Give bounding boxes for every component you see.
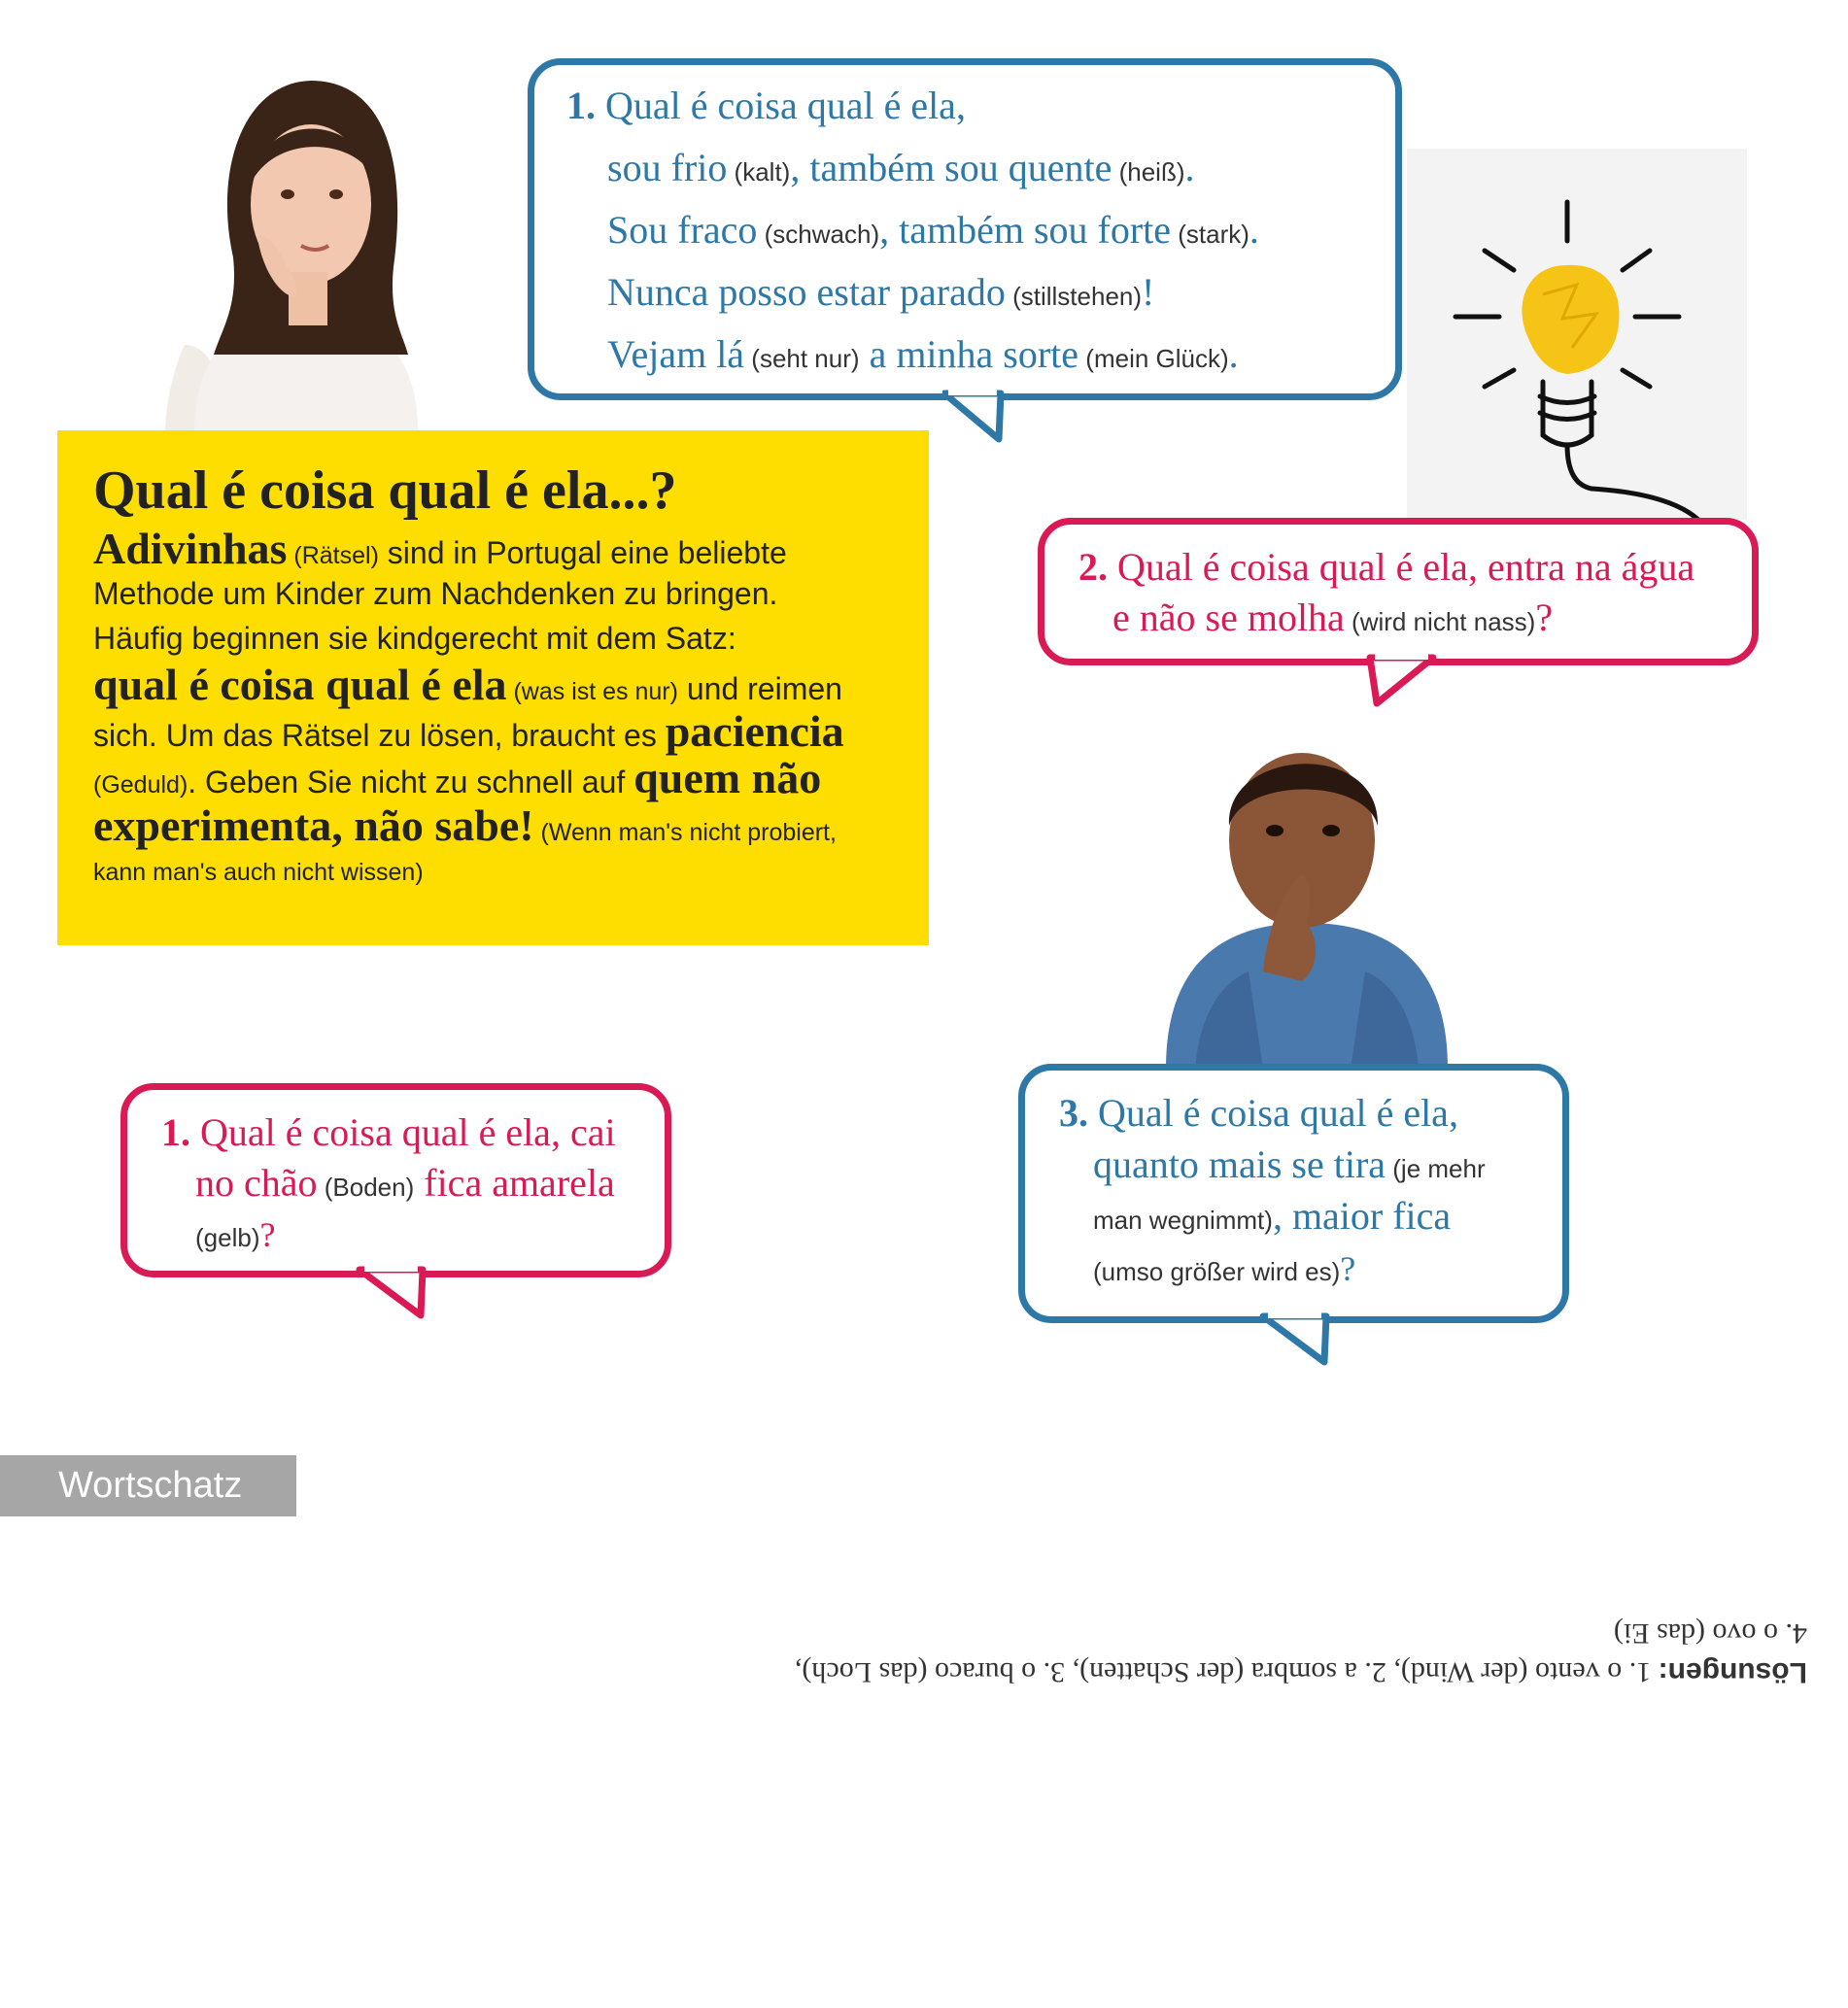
info-line-1: Adivinhas (Rätsel) sind in Portugal eine beliebte	[93, 524, 787, 573]
info-line-3: Häufig beginnen sie kindgerecht mit dem Satz:	[93, 621, 736, 656]
solutions-line-1: Lösungen: 1. o vento (der Wind), 2. a sombra (der Schatten), 3. o buraco (das Loch),	[794, 1656, 1807, 1688]
riddle-top-line-4: Nunca posso estar parado (stillstehen)!	[607, 270, 1155, 314]
riddle-bubble-2	[1038, 518, 1759, 665]
info-title: Qual é coisa qual é ela...?	[93, 460, 677, 521]
lightbulb-image	[1407, 149, 1747, 520]
riddle-top-line-1: 1. Qual é coisa qual é ela,	[566, 84, 966, 127]
info-line-6: (Geduld). Geben Sie nicht zu schnell auf quem não	[93, 753, 822, 802]
riddle-bubble-top	[528, 58, 1402, 400]
riddle-bubble-top-tail	[942, 389, 1010, 447]
girl-photo	[165, 73, 447, 432]
boy-photo	[1156, 729, 1457, 1069]
riddle-top-line-5: Vejam lá (seht nur) a minha sorte (mein Glück).	[607, 332, 1239, 376]
info-line-5: sich. Um das Rätsel zu lösen, braucht es paciencia	[93, 706, 844, 756]
info-line-4: qual é coisa qual é ela (was ist es nur) und reimen	[93, 660, 842, 709]
riddle-3-line-2: quanto mais se tira (je mehr	[1093, 1142, 1486, 1186]
solutions-upside-down	[661, 1617, 1807, 1688]
riddle-bubble-3-tail	[1258, 1311, 1331, 1368]
riddle-1b-line-3: (gelb)?	[195, 1215, 276, 1254]
riddle-bubble-2-tail	[1365, 653, 1438, 709]
riddle-top-line-2: sou frio (kalt), também sou quente (heiß).	[607, 146, 1195, 189]
wortschatz-tab[interactable]: Wortschatz	[0, 1455, 296, 1516]
solutions-line-2: 4. o ovo (das Ei)	[1613, 1617, 1807, 1650]
riddle-bubble-3	[1018, 1064, 1569, 1323]
riddle-2-line-1: 2. Qual é coisa qual é ela, entra na água	[1078, 545, 1695, 589]
riddle-bubble-1b-tail	[355, 1265, 428, 1321]
riddle-2-line-2: e não se molha (wird nicht nass)?	[1112, 596, 1554, 639]
riddle-1b-line-1: 1. Qual é coisa qual é ela, cai	[161, 1110, 616, 1154]
riddle-1b-line-2: no chão (Boden) fica amarela	[195, 1161, 615, 1205]
riddle-3-line-1: 3. Qual é coisa qual é ela,	[1059, 1091, 1458, 1135]
info-line-8: kann man's auch nicht wissen)	[93, 859, 424, 886]
info-line-7: experimenta, não sabe! (Wenn man's nicht probiert,	[93, 800, 837, 850]
riddle-3-line-3: man wegnimmt), maior fica	[1093, 1194, 1452, 1238]
info-line-2: Methode um Kinder zum Nachdenken zu bringen.	[93, 576, 778, 611]
info-box	[57, 430, 929, 945]
riddle-bubble-1b	[120, 1083, 671, 1277]
riddle-3-line-4: (umso größer wird es)?	[1093, 1249, 1356, 1288]
riddle-top-line-3: Sou fraco (schwach), também sou forte (stark).	[607, 208, 1259, 252]
